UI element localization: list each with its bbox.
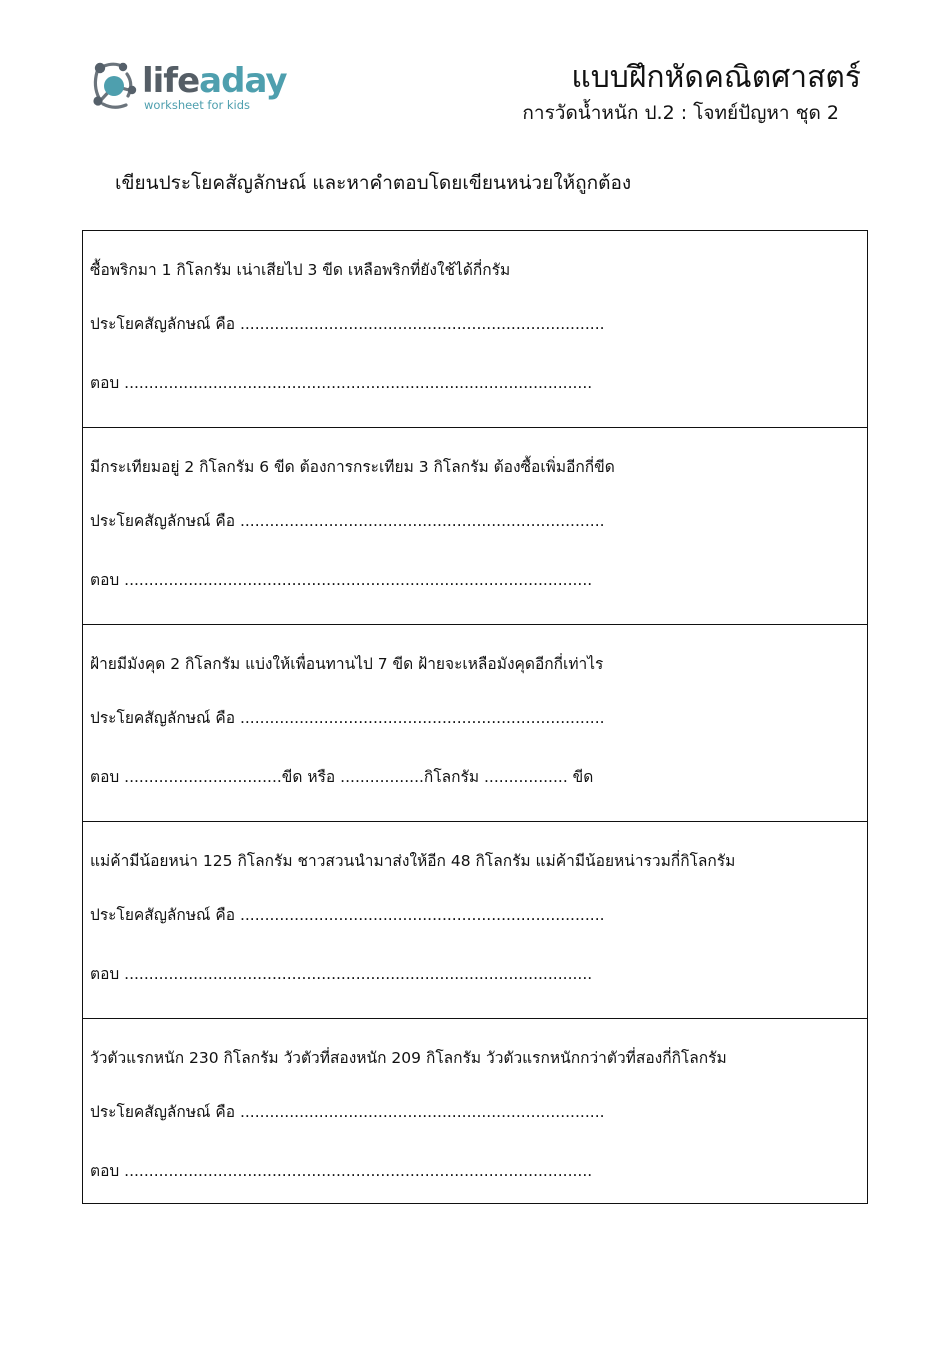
worksheet-title: แบบฝึกหัดคณิตศาสตร์ xyxy=(571,60,861,95)
problem-2 xyxy=(83,428,867,625)
problem-question: ฝ้ายมีมังคุด 2 กิโลกรัม แบ่งให้เพื่อนทานไป 7 ขีด ฝ้ายจะเหลือมังคุดอีกกี่เท่าไร xyxy=(90,655,604,673)
problem-4 xyxy=(83,822,867,1019)
problem-question: ซื้อพริกมา 1 กิโลกรัม เน่าเสียไป 3 ขีด เหลือพริกที่ยังใช้ได้กี่กรัม xyxy=(90,261,511,279)
number-sentence-line[interactable]: ประโยคสัญลักษณ์ คือ .......................................................................... xyxy=(90,512,605,530)
instruction-text: เขียนประโยคสัญลักษณ์ และหาคำตอบโดยเขียนหน่วยให้ถูกต้อง xyxy=(115,172,632,194)
problem-3 xyxy=(83,625,867,822)
problem-question: วัวตัวแรกหนัก 230 กิโลกรัม วัวตัวที่สองหนัก 209 กิโลกรัม วัวตัวแรกหนักกว่าตัวที่สองกี่กิโลกรัม xyxy=(90,1049,727,1067)
lifeaday-logo xyxy=(90,60,287,116)
worksheet-subtitle: การวัดน้ำหนัก ป.2 : โจทย์ปัญหา ชุด 2 xyxy=(522,102,839,124)
logo-tagline: worksheet for kids xyxy=(144,98,251,112)
answer-line[interactable]: ตอบ ............................................................................................... xyxy=(90,1162,593,1180)
answer-line[interactable]: ตอบ ............................................................................................... xyxy=(90,965,593,983)
problem-question: มีกระเทียมอยู่ 2 กิโลกรัม 6 ขีด ต้องการกระเทียม 3 กิโลกรัม ต้องซื้อเพิ่มอีกกี่ขีด xyxy=(90,458,615,476)
problem-1 xyxy=(83,231,867,428)
number-sentence-line[interactable]: ประโยคสัญลักษณ์ คือ .......................................................................... xyxy=(90,709,605,727)
number-sentence-line[interactable]: ประโยคสัญลักษณ์ คือ .......................................................................... xyxy=(90,315,605,333)
answer-line[interactable]: ตอบ ............................................................................................... xyxy=(90,374,593,392)
molecule-logo-icon xyxy=(90,60,138,112)
problem-table xyxy=(82,230,868,1204)
problem-question: แม่ค้ามีน้อยหน่า 125 กิโลกรัม ชาวสวนนำมาส่งให้อีก 48 กิโลกรัม แม่ค้ามีน้อยหน่ารวมกี่กิโลกรัม xyxy=(90,852,736,870)
number-sentence-line[interactable]: ประโยคสัญลักษณ์ คือ .......................................................................... xyxy=(90,906,605,924)
logo-word-aday: aday xyxy=(199,61,287,101)
answer-line[interactable]: ตอบ ................................ขีด หรือ .................กิโลกรัม ................. ขีด xyxy=(90,768,594,786)
logo-wordmark xyxy=(142,62,287,100)
logo-word-life: life xyxy=(142,61,200,101)
answer-line[interactable]: ตอบ ............................................................................................... xyxy=(90,571,593,589)
number-sentence-line[interactable]: ประโยคสัญลักษณ์ คือ .......................................................................... xyxy=(90,1103,605,1121)
